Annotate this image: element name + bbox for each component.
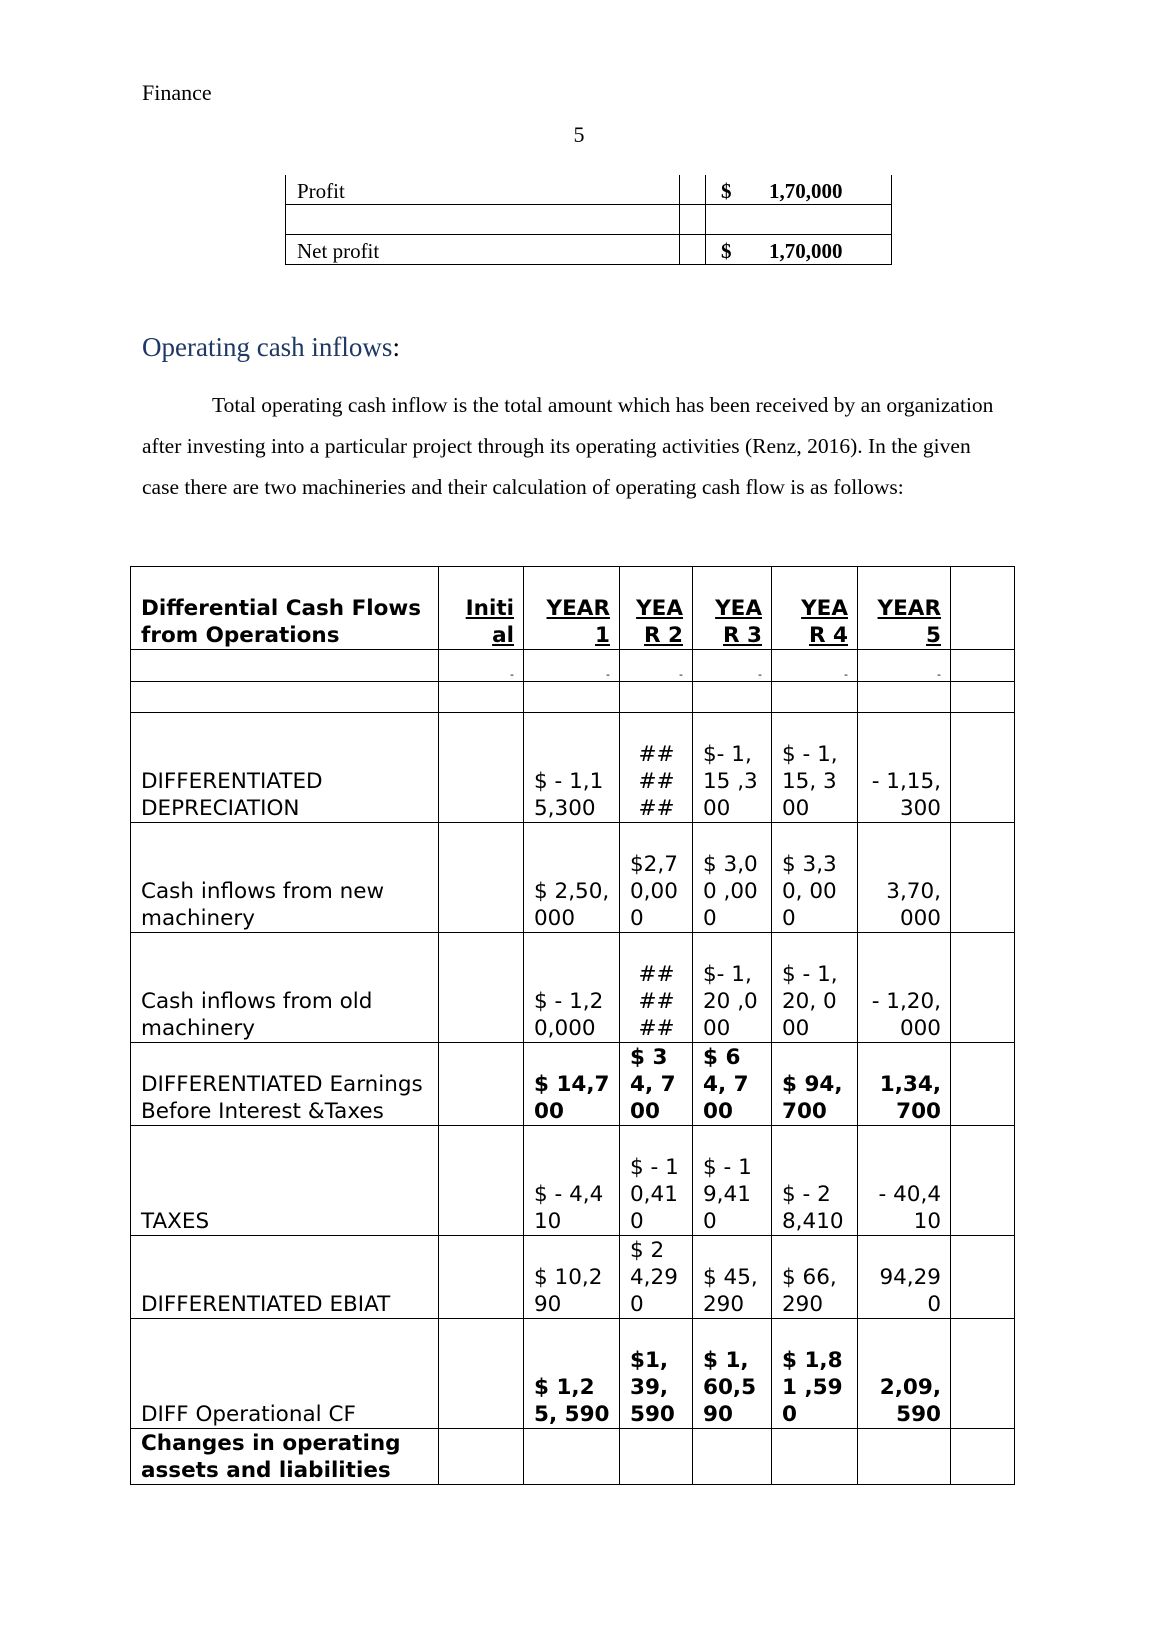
value-cell: $- 1,15 ,300 <box>693 713 772 823</box>
value-cell: $ 24,290 <box>620 1236 693 1319</box>
empty-cell <box>286 205 680 235</box>
header-year-1: YEAR 1 <box>524 567 620 650</box>
value-cell: $ - 4,410 <box>524 1126 620 1236</box>
header-blank <box>951 567 1015 650</box>
heading-colon: : <box>392 332 400 362</box>
value-cell: $ 34, 700 <box>620 1043 693 1126</box>
value-cell: $- 1,20 ,000 <box>693 933 772 1043</box>
value-cell: $ - 19,410 <box>693 1126 772 1236</box>
table-row <box>131 1429 1015 1485</box>
currency-symbol: $ <box>721 179 732 203</box>
table-row <box>286 175 892 205</box>
dash-mark: - <box>772 650 858 682</box>
value-cell: $ 3,30, 000 <box>772 823 858 933</box>
value-cell: $ - 1,20,000 <box>524 933 620 1043</box>
value-cell <box>951 933 1015 1043</box>
value-cell: $1, 39, 590 <box>620 1319 693 1429</box>
profit-amount-cell <box>706 175 892 205</box>
value-cell: $ 14,700 <box>524 1043 620 1126</box>
section-heading <box>142 332 400 363</box>
value-cell: - 40,410 <box>858 1126 951 1236</box>
value-cell <box>951 1126 1015 1236</box>
table-row <box>131 1126 1015 1236</box>
table-row <box>131 1319 1015 1429</box>
value-cell: $2,70,000 <box>620 823 693 933</box>
row-label: Cash inflows from new machinery <box>131 823 439 933</box>
value-cell <box>439 1236 524 1319</box>
value-cell: $ 94,700 <box>772 1043 858 1126</box>
value-cell: $ - 28,410 <box>772 1126 858 1236</box>
page-number: 5 <box>573 122 585 147</box>
net-profit-label: Net profit <box>286 235 680 265</box>
value-cell <box>439 1126 524 1236</box>
value-cell: $ - 1,20, 000 <box>772 933 858 1043</box>
net-profit-amount: 1,70,000 <box>769 239 843 263</box>
cash-flow-table <box>130 566 1015 1485</box>
section-heading-text: Operating cash inflows <box>142 332 393 362</box>
value-cell <box>951 1429 1015 1485</box>
value-cell <box>858 1429 951 1485</box>
value-cell: 94,290 <box>858 1236 951 1319</box>
dash-mark: - <box>439 650 524 682</box>
table-row <box>131 713 1015 823</box>
value-cell <box>951 823 1015 933</box>
table-row <box>131 823 1015 933</box>
running-head: Finance <box>142 80 212 105</box>
value-cell: - 1,20, 000 <box>858 933 951 1043</box>
value-cell <box>439 1319 524 1429</box>
profit-table <box>285 175 892 265</box>
header-year-2: YEA R 2 <box>620 567 693 650</box>
paragraph-text: Total operating cash inflow is the total amount which has been received by an organization after investing into a particular project through its operating activities (Renz, 2016). In the given case there are two machineries and their calculation of operating cash flow is as follows: <box>142 393 994 499</box>
value-cell <box>693 1429 772 1485</box>
value-cell: 1,34, 700 <box>858 1043 951 1126</box>
value-cell <box>439 1429 524 1485</box>
value-cell <box>772 1429 858 1485</box>
value-cell: $ 66,290 <box>772 1236 858 1319</box>
table-row <box>131 1236 1015 1319</box>
value-cell: $ 2,50,000 <box>524 823 620 933</box>
row-label: DIFF Operational CF <box>131 1319 439 1429</box>
dash-row <box>131 650 1015 682</box>
row-label: Changes in operating assets and liabilities <box>131 1429 439 1485</box>
value-cell <box>524 1429 620 1485</box>
value-cell: $ 1,60,590 <box>693 1319 772 1429</box>
row-label: DIFFERENTIATED Earnings Before Interest &Taxes <box>131 1043 439 1126</box>
header-row <box>131 567 1015 650</box>
value-cell: $ 64, 700 <box>693 1043 772 1126</box>
value-cell <box>951 1043 1015 1126</box>
row-label: DIFFERENTIATED DEPRECIATION <box>131 713 439 823</box>
value-cell: $ 10,290 <box>524 1236 620 1319</box>
dash-mark: - <box>524 650 620 682</box>
value-cell: ###### <box>620 933 693 1043</box>
value-cell <box>951 713 1015 823</box>
value-cell <box>439 823 524 933</box>
table-row <box>286 205 892 235</box>
net-profit-amount-cell <box>706 235 892 265</box>
value-cell: 2,09, 590 <box>858 1319 951 1429</box>
spacer-row <box>131 682 1015 713</box>
value-cell: $ - 1,15,300 <box>524 713 620 823</box>
value-cell: $ 1,25, 590 <box>524 1319 620 1429</box>
header-initial: Initi al <box>439 567 524 650</box>
header-year-4: YEA R 4 <box>772 567 858 650</box>
dash-mark: - <box>620 650 693 682</box>
value-cell <box>620 1429 693 1485</box>
value-cell: ###### <box>620 713 693 823</box>
body-paragraph <box>142 385 1002 508</box>
value-cell: $ 3,00 ,000 <box>693 823 772 933</box>
profit-amount: 1,70,000 <box>769 179 843 203</box>
dash-mark: - <box>693 650 772 682</box>
value-cell: $ 1,81 ,590 <box>772 1319 858 1429</box>
header-label: Differential Cash Flows from Operations <box>131 567 439 650</box>
value-cell: $ 45,290 <box>693 1236 772 1319</box>
value-cell: $ - 1,15, 300 <box>772 713 858 823</box>
currency-symbol: $ <box>721 239 732 263</box>
empty-cell <box>706 205 892 235</box>
value-cell: - 1,15, 300 <box>858 713 951 823</box>
value-cell: $ - 10,410 <box>620 1126 693 1236</box>
dash-mark: - <box>858 650 951 682</box>
table-row <box>286 235 892 265</box>
table-row <box>131 933 1015 1043</box>
header-year-3: YEA R 3 <box>693 567 772 650</box>
row-label: TAXES <box>131 1126 439 1236</box>
value-cell: 3,70, 000 <box>858 823 951 933</box>
value-cell <box>439 1043 524 1126</box>
value-cell <box>951 1319 1015 1429</box>
row-label: DIFFERENTIATED EBIAT <box>131 1236 439 1319</box>
value-cell <box>951 1236 1015 1319</box>
value-cell <box>439 713 524 823</box>
row-label: Cash inflows from old machinery <box>131 933 439 1043</box>
value-cell <box>439 933 524 1043</box>
profit-label: Profit <box>286 175 680 205</box>
table-row <box>131 1043 1015 1126</box>
header-year-5: YEAR 5 <box>858 567 951 650</box>
